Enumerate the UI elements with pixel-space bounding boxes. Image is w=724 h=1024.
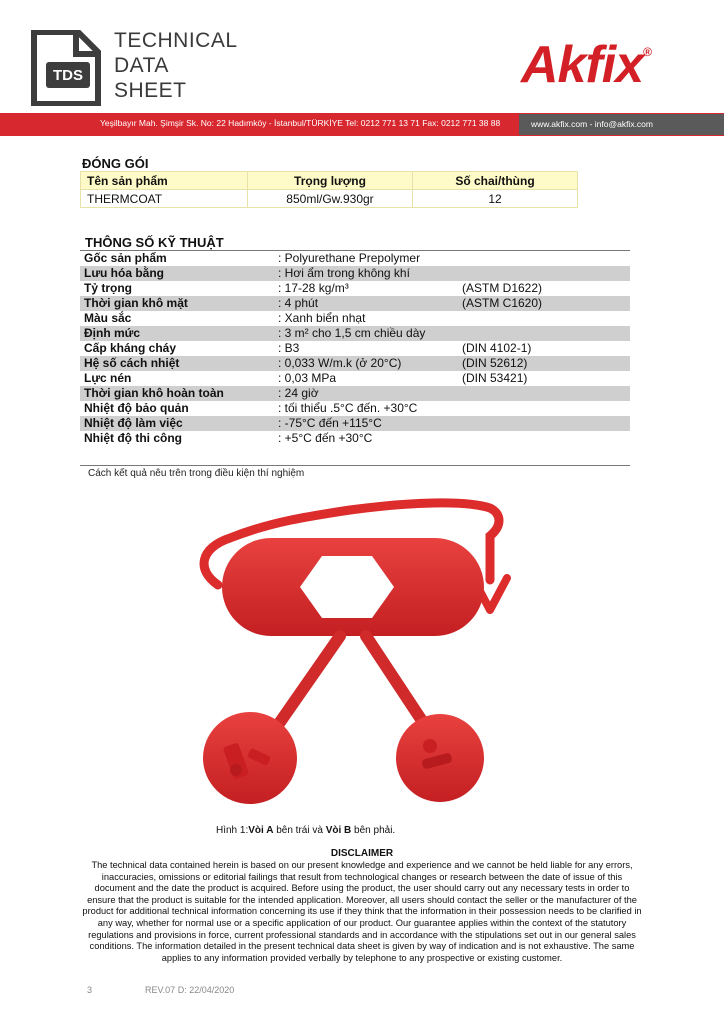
bottles-per-box-cell: 12 [413, 190, 578, 208]
spec-standard: (ASTM D1622) [458, 281, 630, 296]
spec-label: Gốc sản phẩm [80, 251, 274, 266]
spec-standard [458, 386, 630, 401]
spec-value: : Hơi ẩm trong không khí [274, 266, 458, 281]
spec-standard [458, 431, 630, 446]
header [0, 0, 724, 140]
table-row [80, 311, 630, 326]
company-address: Yeşilbayır Mah. Şimşir Sk. No: 22 Hadımköy - İstanbul/TÜRKİYE Tel: 0212 771 13 71 Fax: 0212 771 38 88 [100, 118, 501, 128]
spec-value: : 0,033 W/m.k (ở 20°C) [274, 356, 458, 371]
figure-caption [216, 825, 395, 836]
spec-standard: (ASTM C1620) [458, 296, 630, 311]
web-contact[interactable]: www.akfix.com - info@akfix.com [531, 119, 653, 129]
disclaimer-title: DISCLAIMER [330, 848, 394, 859]
tds-badge: TDS [53, 67, 83, 84]
document-icon [30, 30, 102, 106]
spec-label: Hệ số cách nhiệt [80, 356, 274, 371]
document-type-title [114, 28, 238, 103]
spec-standard [458, 266, 630, 281]
brand-name: Akfix [521, 36, 644, 94]
nozzle-illustration [190, 490, 530, 820]
table-row [80, 371, 630, 386]
table-row [80, 401, 630, 416]
title-line: SHEET [114, 79, 187, 102]
spec-value: : 24 giờ [274, 386, 458, 401]
spec-label: Lực nén [80, 371, 274, 386]
spec-value: : +5°C đến +30°C [274, 431, 458, 446]
packing-table [80, 171, 578, 208]
spec-value: : Xanh biển nhạt [274, 311, 458, 326]
weight-cell: 850ml/Gw.930gr [248, 190, 413, 208]
table-row [80, 356, 630, 371]
table-row [80, 266, 630, 281]
table-row [80, 281, 630, 296]
spec-label: Thời gian khô mặt [80, 296, 274, 311]
table-row [80, 386, 630, 401]
spec-label: Thời gian khô hoàn toàn [80, 386, 274, 401]
spec-value: : 4 phút [274, 296, 458, 311]
footer [87, 985, 235, 995]
spec-standard [458, 401, 630, 416]
spec-value: : tối thiểu .5°C đến. +30°C [274, 401, 458, 416]
disclaimer-text: The technical data contained herein is based on our present knowledge and experience and we cannot be held liable for any errors, inaccuracies, omissions or editorial failings that result from technological changes or research between the date of issue of this document and the date the product is acquired. Before using the product, the user should carry out any necessary tests in order to ensure that the product is suitable for the intended application. Moreover, all users should contact the seller or the manufacturer of the product for additional technical information concerning its use if they think that the information in their possession needs to be clarified in any way, whether for normal use or a specific application of our product. Our guarantee applies within the context of the statutory regulations and provisions in force, current professional standards and in accordance with the stipulations set out in our general sales conditions. The information detailed in the present technical data sheet is given by way of indication and is not exhaustive. The same applies to any information provided verbally by telephone to any prospective or existing customer. [82, 860, 642, 963]
spec-standard [458, 311, 630, 326]
spec-label: Định mức [80, 326, 274, 341]
product-name-cell: THERMCOAT [81, 190, 248, 208]
spec-standard [458, 416, 630, 431]
spec-label: Lưu hóa bằng [80, 266, 274, 281]
spec-table [80, 251, 630, 446]
spec-label: Màu sắc [80, 311, 274, 326]
table-row [80, 341, 630, 356]
table-row [80, 431, 630, 446]
spec-value: : 0,03 MPa [274, 371, 458, 386]
caption-mid: bên trái và [273, 825, 326, 836]
spec-standard [458, 326, 630, 341]
packing-title: ĐÓNG GÓI [82, 156, 149, 171]
nozzle-a-cap [203, 712, 297, 804]
caption-nozzle-a: Vòi A [248, 825, 274, 836]
spec-label: Tỷ trọng [80, 281, 274, 296]
spec-standard: (DIN 52612) [458, 356, 630, 371]
spec-value: : Polyurethane Prepolymer [274, 251, 458, 266]
spec-value: : 3 m² cho 1,5 cm chiều dày [274, 326, 458, 341]
spec-standard: (DIN 53421) [458, 371, 630, 386]
spec-value: : -75°C đến +115°C [274, 416, 458, 431]
spec-standard: (DIN 4102-1) [458, 341, 630, 356]
caption-suffix: bên phải. [351, 825, 396, 836]
registered-mark: ® [643, 45, 651, 59]
title-line: DATA [114, 54, 169, 77]
spec-label: Nhiệt độ làm việc [80, 416, 274, 431]
web-contact-box [519, 114, 724, 135]
spec-value: : B3 [274, 341, 458, 356]
spec-label: Nhiệt độ thi công [80, 431, 274, 446]
spec-title: THÔNG SỐ KỸ THUẬT [85, 235, 224, 250]
table-row [80, 326, 630, 341]
column-header: Tên sản phẩm [81, 172, 248, 190]
table-header-row [81, 172, 578, 190]
revision-info: REV.07 D: 22/04/2020 [145, 985, 235, 995]
spec-label: Nhiệt độ bảo quản [80, 401, 274, 416]
table-row [80, 416, 630, 431]
nozzle-b-cap [396, 714, 484, 802]
spec-note: Cách kết quả nêu trên trong điều kiện thí nghiệm [88, 468, 305, 479]
spec-value: : 17-28 kg/m³ [274, 281, 458, 296]
address-band [0, 113, 724, 136]
table-row [80, 251, 630, 266]
divider [80, 465, 630, 466]
column-header: Trọng lượng [248, 172, 413, 190]
column-header: Số chai/thùng [413, 172, 578, 190]
caption-nozzle-b: Vòi B [325, 825, 352, 836]
table-row [80, 296, 630, 311]
spec-label: Cấp kháng cháy [80, 341, 274, 356]
brand-logo [521, 35, 651, 95]
caption-prefix: Hình 1: [216, 825, 249, 836]
spec-standard [458, 251, 630, 266]
page-number: 3 [87, 985, 93, 995]
title-line: TECHNICAL [114, 29, 238, 52]
table-row [81, 190, 578, 208]
